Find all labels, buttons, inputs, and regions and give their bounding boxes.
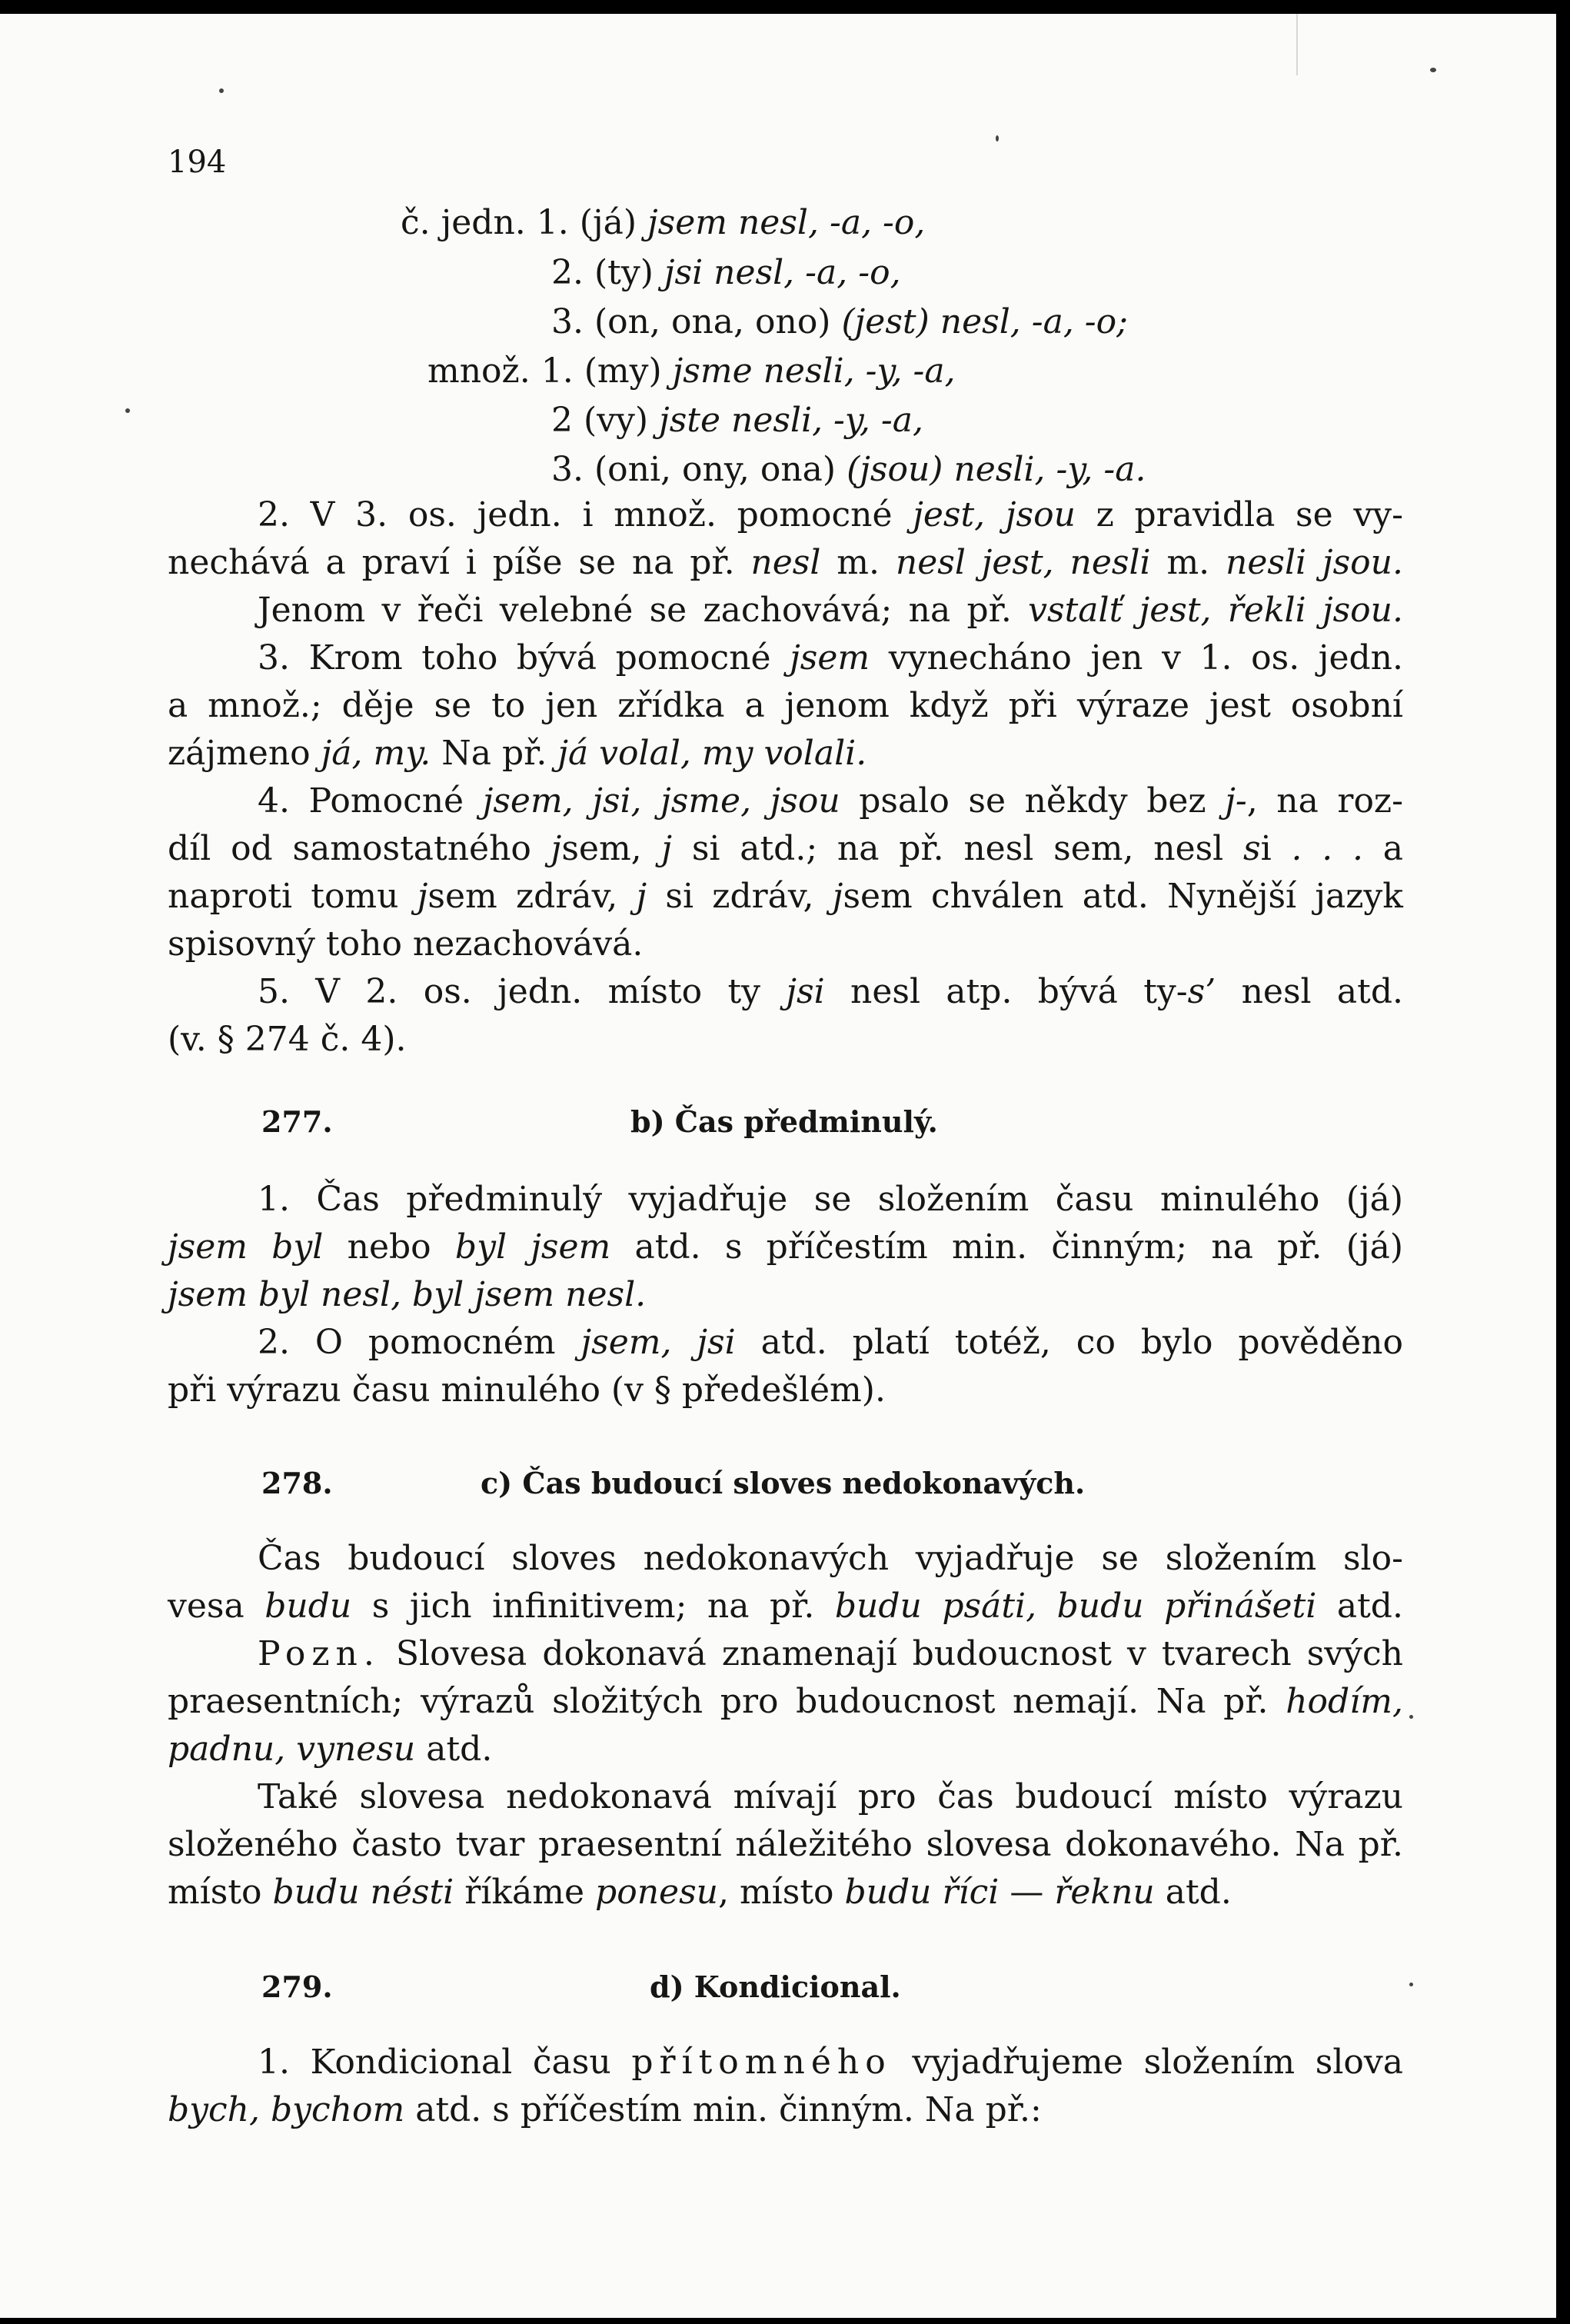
sec277-p1-line-2: jsem byl nebo byl jsem atd. s příčestím min. činným; na př. (já) <box>168 1227 1403 1267</box>
note-3-line-3: zájmeno já, my. Na př. já volal, my volali. <box>168 734 867 773</box>
section-277-number: 277. <box>261 1104 333 1139</box>
section-278-heading: c) Čas budoucí sloves nedokonavých. <box>481 1466 1086 1500</box>
sec277-p2-line-2: při výrazu času minulého (v § předešlém). <box>168 1370 886 1410</box>
scanned-book-page <box>0 14 1556 2318</box>
conj-row-5: 2 (vy) jste nesli, -y, -a, <box>551 401 923 440</box>
scan-speck <box>1430 68 1436 72</box>
section-279-heading: d) Kondicional. <box>650 1969 901 2004</box>
conj-row-2: 2. (ty) jsi nesl, -a, -o, <box>551 253 901 292</box>
note-2-line-3: Jenom v řeči velebné se zachovává; na př. vstalť jest, řekli jsou. <box>258 591 1403 630</box>
sec278-p3-line-3: místo budu nésti říkáme ponesu, místo budu říci — řeknu atd. <box>168 1873 1232 1912</box>
sec277-p1-line-1: 1. Čas předminulý vyjadřuje se složením času minulého (já) <box>258 1180 1403 1219</box>
page-number: 194 <box>168 145 227 180</box>
sec278-p1-line-2: vesa budu s jich infinitivem; na př. budu psáti, budu přinášeti atd. <box>168 1587 1403 1626</box>
scan-edge-line <box>1296 14 1298 75</box>
scan-speck <box>996 135 999 142</box>
sec279-p1-line-2: bych, bychom atd. s příčestím min. činným. Na př.: <box>168 2090 1042 2129</box>
sec277-p1-line-3: jsem byl nesl, byl jsem nesl. <box>168 1275 647 1314</box>
sec279-p1-line-1: 1. Kondicional času přítomného vyjadřujeme složením slova <box>258 2043 1403 2082</box>
note-4-line-4: spisovný toho nezachovává. <box>168 924 644 964</box>
scan-speck <box>1409 1715 1413 1719</box>
conj-row-4: množ. 1. (my) jsme nesli, -y, -a, <box>427 351 956 391</box>
note-3-line-1: 3. Krom toho bývá pomocné jsem vynecháno jen v 1. os. jedn. <box>258 638 1403 678</box>
note-5-line-1: 5. V 2. os. jedn. místo ty jsi nesl atp. bývá ty-s’ nesl atd. <box>258 972 1403 1011</box>
sec278-p2-line-2: praesentních; výrazů složitých pro budoucnost nemají. Na př. hodím, <box>168 1682 1403 1721</box>
section-279-number: 279. <box>261 1969 333 2004</box>
scan-speck <box>125 408 130 413</box>
sec278-p1-line-1: Čas budoucí sloves nedokonavých vyjadřuje se složením slo- <box>258 1539 1403 1578</box>
scan-speck <box>1409 1983 1413 1986</box>
sec278-p3-line-2: složeného často tvar praesentní náležitého slovesa dokonavého. Na př. <box>168 1825 1403 1864</box>
conj-row-1: č. jedn. 1. (já) jsem nesl, -a, -o, <box>401 203 926 242</box>
note-3-line-2: a množ.; děje se to jen zřídka a jenom když při výraze jest osobní <box>168 686 1403 725</box>
note-5-line-2: (v. § 274 č. 4). <box>168 1020 407 1059</box>
conj-row-3: 3. (on, ona, ono) (jest) nesl, -a, -o; <box>551 302 1128 341</box>
section-278-number: 278. <box>261 1466 333 1500</box>
conj-row-6: 3. (oni, ony, ona) (jsou) nesli, -y, -a. <box>551 450 1146 489</box>
note-2-line-2: nechává a praví i píše se na př. nesl m. nesl jest, nesli m. nesli jsou. <box>168 543 1403 582</box>
note-4-line-3: naproti tomu jsem zdráv, j si zdráv, jsem chválen atd. Nynější jazyk <box>168 877 1403 916</box>
note-2-line-1: 2. V 3. os. jedn. i množ. pomocné jest, jsou z pravidla se vy- <box>258 495 1403 534</box>
sec278-p2-line-1: Pozn. Slovesa dokonavá znamenají budoucnost v tvarech svých <box>258 1634 1403 1673</box>
sec277-p2-line-1: 2. O pomocném jsem, jsi atd. platí totéž, co bylo pověděno <box>258 1323 1403 1362</box>
sec278-p2-line-3: padnu, vynesu atd. <box>168 1730 493 1769</box>
note-4-line-2: díl od samostatného jsem, j si atd.; na př. nesl sem, nesl si . . . a <box>168 829 1403 868</box>
note-4-line-1: 4. Pomocné jsem, jsi, jsme, jsou psalo se někdy bez j-, na roz- <box>258 781 1403 821</box>
sec278-p3-line-1: Také slovesa nedokonavá mívají pro čas budoucí místo výrazu <box>258 1777 1403 1816</box>
scan-speck <box>219 88 224 93</box>
section-277-heading: b) Čas předminulý. <box>630 1104 938 1139</box>
